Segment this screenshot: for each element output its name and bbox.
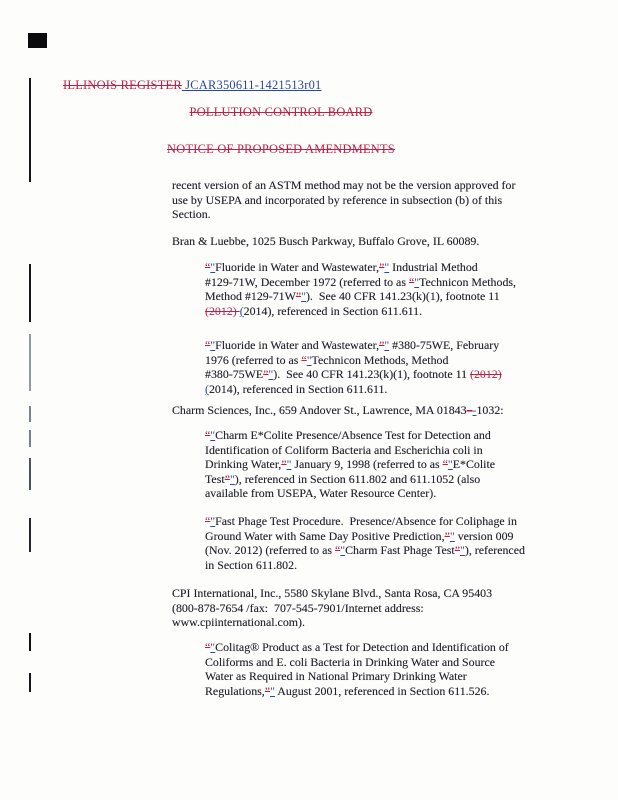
register-struck-text: ILLINOIS REGISTER xyxy=(63,78,182,92)
change-bar xyxy=(29,78,31,182)
scan-artifact-corner-box xyxy=(28,33,47,48)
change-bar xyxy=(29,334,31,391)
text-run: Charm Sciences, Inc., 659 Andover St., Lawrence, MA 01843 xyxy=(172,403,467,417)
text-run: Technicon Methods, xyxy=(419,274,516,289)
deleted-text: ” xyxy=(264,683,271,698)
paragraph-charm-ecolite xyxy=(205,428,615,501)
deleted-text: ” xyxy=(454,543,460,557)
text-run: 1976 (referred to as xyxy=(205,352,302,367)
inserted-text: " xyxy=(270,683,275,698)
inserted-text: " xyxy=(384,260,390,274)
deleted-text: ” xyxy=(379,260,385,274)
inserted-text: " xyxy=(268,367,274,381)
change-bar xyxy=(29,518,31,552)
text-run: August 2001, referenced in Section 611.526. xyxy=(274,683,490,698)
deleted-text: ” xyxy=(263,367,269,381)
inserted-text: " xyxy=(449,528,455,543)
deleted-text: (2012) xyxy=(470,367,502,381)
text-run: 2014), referenced in Section 611.611. xyxy=(208,381,388,396)
text-run: use by USEPA and incorporated by reference in subsection (b) of this xyxy=(172,192,503,207)
inserted-text: " xyxy=(229,471,235,486)
board-header-line xyxy=(0,105,562,120)
text-run: version 009 xyxy=(454,528,514,543)
text-run: Fluoride in Water and Wastewater, xyxy=(215,338,380,352)
inserted-text: " xyxy=(210,428,216,442)
paragraph-colitag xyxy=(205,640,615,698)
deleted-text: “ xyxy=(442,457,448,471)
text-run: Section. xyxy=(172,207,211,221)
change-bar xyxy=(29,633,31,651)
text-run: Colitag® Product as a Test for Detection and Identification of xyxy=(215,640,509,654)
text-run: Fast Phage Test Procedure. Presence/Absence for Coliphage in xyxy=(215,514,517,528)
inserted-text: " xyxy=(210,514,216,528)
inserted-text: " xyxy=(301,289,306,303)
inserted-text: " xyxy=(286,457,292,471)
text-run: recent version of an ASTM method may not be the version approved for xyxy=(172,178,516,192)
change-bar xyxy=(29,430,31,447)
inserted-text: " xyxy=(340,543,346,557)
text-run: ), referenced in Section 611.802 and 611.1052 (also xyxy=(234,471,481,486)
deleted-text: (2012) xyxy=(205,303,240,318)
text-run: Test xyxy=(205,471,225,486)
deleted-text: “ xyxy=(205,260,211,274)
text-run: www.cpiinternational.com). xyxy=(172,615,305,629)
text-run: Industrial Method xyxy=(389,260,478,274)
inserted-text: " xyxy=(447,457,453,471)
text-run: 2014), referenced in Section 611.611. xyxy=(243,303,423,318)
inserted-text: ( xyxy=(239,303,244,318)
inserted-text: - xyxy=(472,403,477,417)
deleted-text: “ xyxy=(301,352,307,367)
paragraph-intro-astm xyxy=(172,178,618,222)
paragraph-fast-phage xyxy=(205,514,615,572)
text-run: available from USEPA, Water Resource Center). xyxy=(205,486,437,500)
deleted-text: “ xyxy=(205,514,211,528)
text-run: Drinking Water, xyxy=(205,457,282,471)
text-run: Charm Fast Phage Test xyxy=(345,543,455,557)
deleted-text: “ xyxy=(334,543,341,557)
paragraph-charm-sciences-address xyxy=(172,403,618,418)
text-run: CPI International, Inc., 5580 Skylane Blvd., Santa Rosa, CA 95403 xyxy=(172,586,493,600)
deleted-text: “ xyxy=(408,274,415,289)
change-bar xyxy=(29,406,31,422)
register-header-line xyxy=(63,78,321,93)
text-run: ). See 40 CFR 141.23(k)(1), footnote 11 xyxy=(305,289,500,303)
inserted-text: " xyxy=(414,274,420,289)
text-run: (Nov. 2012) (referred to as xyxy=(205,543,335,557)
text-run: Technicon Methods, Method xyxy=(311,352,449,367)
deleted-text: ” xyxy=(224,471,230,486)
deleted-text: “ xyxy=(205,640,211,654)
paragraph-bran-luebbe-address xyxy=(172,234,618,249)
text-run: Regulations, xyxy=(205,683,265,698)
paragraph-cpi-international-address xyxy=(172,586,618,630)
text-run: Method #129-71W xyxy=(205,289,296,303)
change-bar xyxy=(29,264,31,322)
paragraph-fluoride-129-71w xyxy=(205,260,615,318)
inserted-text: " xyxy=(460,543,465,557)
text-run: Charm E*Colite Presence/Absence Test for Detection and xyxy=(215,428,491,442)
deleted-text: ” xyxy=(295,289,302,303)
text-run: Water as Required in National Primary Drinking Water xyxy=(205,669,467,683)
deleted-text: “ xyxy=(205,338,211,352)
text-run: January 9, 1998 (referred to as xyxy=(291,457,443,471)
text-run: ), referenced xyxy=(464,543,525,557)
text-run: #129-71W, December 1972 (referred to as xyxy=(205,274,409,289)
inserted-text: " xyxy=(306,352,312,367)
jcar-code-text: JCAR350611-1421513r01 xyxy=(181,78,322,92)
text-run: (800-878-7654 /fax: 707-545-7901/Internet address: xyxy=(172,600,424,615)
text-run: #380-75WE, February xyxy=(389,338,500,352)
text-run: Fluoride in Water and Wastewater, xyxy=(215,260,380,274)
inserted-text: " xyxy=(210,640,216,654)
inserted-text: ( xyxy=(205,381,209,396)
paragraph-fluoride-380-75we xyxy=(205,338,615,396)
notice-struck-text: NOTICE OF PROPOSED AMENDMENTS xyxy=(167,142,395,156)
text-run: 1032: xyxy=(476,403,504,417)
deleted-text: ” xyxy=(379,338,385,352)
deleted-text: ” xyxy=(444,528,450,543)
text-run: Coliforms and E. coli Bacteria in Drinking Water and Source xyxy=(205,654,496,669)
deleted-text: “ xyxy=(205,428,211,442)
inserted-text: " xyxy=(210,260,216,274)
change-bar xyxy=(29,673,31,692)
text-run: Ground Water with Same Day Positive Prediction, xyxy=(205,528,445,543)
text-run: Identification of Coliform Bacteria and Escherichia coli in xyxy=(205,442,483,457)
notice-header-line xyxy=(0,142,562,157)
board-struck-text: POLLUTION CONTROL BOARD xyxy=(189,105,373,119)
text-run: #380-75WE xyxy=(205,367,264,381)
text-run: Bran & Luebbe, 1025 Busch Parkway, Buffalo Grove, IL 60089. xyxy=(172,234,480,248)
text-run: E*Colite xyxy=(452,457,496,471)
deleted-text: – xyxy=(466,403,473,417)
inserted-text: " xyxy=(210,338,216,352)
inserted-text: " xyxy=(384,338,390,352)
text-run: ). See 40 CFR 141.23(k)(1), footnote 11 xyxy=(273,367,470,381)
deleted-text: ” xyxy=(281,457,287,471)
text-run: in Section 611.802. xyxy=(205,557,298,572)
change-bar xyxy=(29,458,31,490)
